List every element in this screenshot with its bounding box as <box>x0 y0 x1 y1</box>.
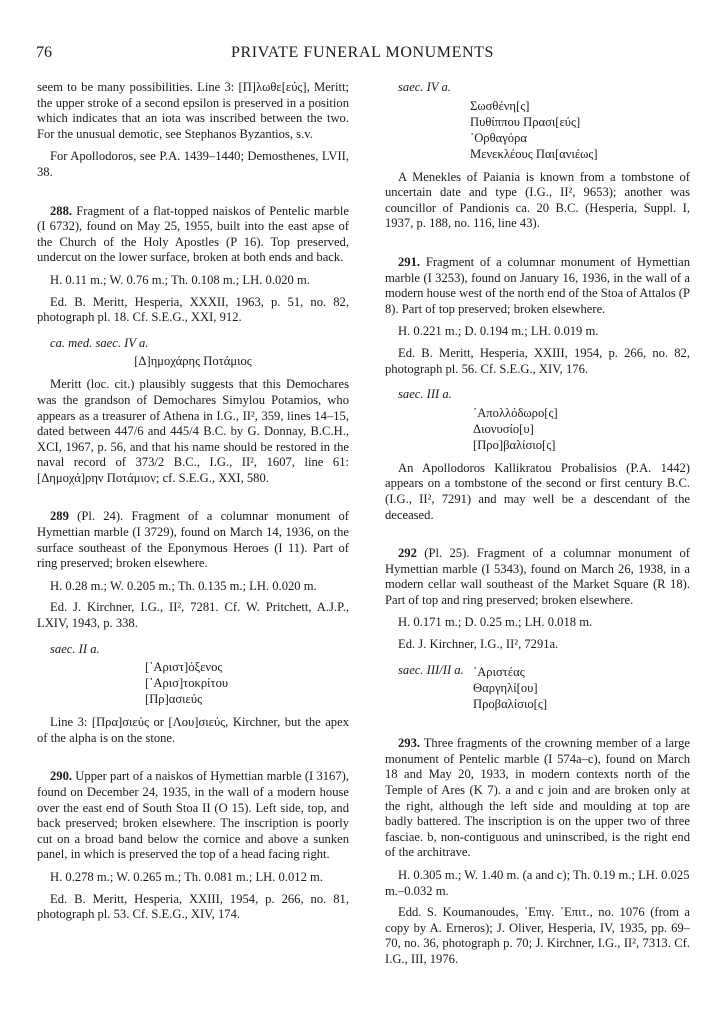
inscription-line: Μενεκλέους Παι[ανιέως] <box>470 146 598 161</box>
inscription-line: [᾿Αριστ]όξενος <box>145 660 223 675</box>
running-title: PRIVATE FUNERAL MONUMENTS <box>230 44 495 61</box>
continued-paragraph: For Apollodoros, see P.A. 1439–1440; Demosthenes, LVII, 38. <box>37 149 349 179</box>
entry-number: 292 <box>398 546 417 561</box>
entry-289 <box>37 509 349 571</box>
inscription-line: ᾿Ορθαγόρα <box>470 130 527 145</box>
entry-292 <box>385 546 690 608</box>
entry-description: Fragment of a flat-topped naiskos of Pentelic marble (I 6732), found on May 25, 1955, built into the east apse of the Church of the Holy Apostles (P 16). Top preserved, undercut on the lower surface, broken at both ends and back. <box>37 203 349 265</box>
continued-paragraph: seem to be many possibilities. Line 3: [Π]λωθε[εύς], Meritt; the upper stroke of a second epsilon is preserved in a position which indicates that an iota was inscribed between the two. For the unusual demotic, see Stephanos Byzantios, s.v. <box>37 80 349 141</box>
entry-number: 293. <box>398 736 421 751</box>
measurements: H. 0.11 m.; W. 0.76 m.; Th. 0.108 m.; LH. 0.020 m. <box>50 272 310 287</box>
edition: Ed. B. Meritt, Hesperia, XXXII, 1963, p. 51, no. 82, photograph pl. 18. Cf. S.E.G., XXI, 912. <box>37 294 349 325</box>
entry-description: Three fragments of the crowning member of a large monument of Pentelic marble (I 574a–c), found on March 18 and May 20, 1933, in modern contexts north of the Temple of Ares (K 7). a and c join and are broken only at the right, although the left side and moulding at top are badly battered. The inscription is on the upper two of three fasciae. b, non-contiguous and uninscribed, is the right end of the architrave. <box>385 736 690 860</box>
inscription-line: Θαργηλί[ου] <box>473 681 538 696</box>
measurements: H. 0.278 m.; W. 0.265 m.; Th. 0.081 m.; LH. 0.012 m. <box>50 869 323 884</box>
entry-description: (Pl. 25). Fragment of a columnar monument of Hymettian marble (I 5343), found on March 26, 1938, in a modern cellar wall southeast of the Market Square (R 18). Part of top and ring preserved; broken elsewhere. <box>385 546 690 607</box>
measurements: H. 0.221 m.; D. 0.194 m.; LH. 0.019 m. <box>398 324 599 339</box>
inscription-line: [Πρ]ασιεύς <box>145 692 203 707</box>
edition: Ed. B. Meritt, Hesperia, XXIII, 1954, p. 266, no. 81, photograph pl. 53. Cf. S.E.G., XIV, 174. <box>37 891 349 922</box>
inscription-line: [Δ]ημοχάρης Ποτάμιος <box>134 354 252 369</box>
edition: Ed. B. Meritt, Hesperia, XXIII, 1954, p. 266, no. 82, photograph pl. 56. Cf. S.E.G., XIV, 176. <box>385 345 690 376</box>
inscription <box>385 405 690 453</box>
date-line: saec. III/II a. <box>398 662 464 677</box>
edition: Edd. S. Koumanoudes, ᾿Επιγ. ᾿Επιτ., no. 1076 (from a copy by A. Erneros); J. Oliver, Hesperia, IV, 1935, pp. 69–70, no. 36, photograph p. 70; J. Kirchner, I.G., II², 7313. Cf. I.G., III, 1976. <box>385 905 690 966</box>
inscription <box>37 353 349 369</box>
inscription-line: ᾿Απολλόδωρο[ς] <box>473 405 558 420</box>
entry-description: Fragment of a columnar monument of Hymettian marble (I 3253), found on January 16, 1936, in the wall of a modern house west of the north end of the Stoa of Attalos (P 8). Part of top preserved; broken elsewhere. <box>385 254 690 316</box>
edition: Ed. J. Kirchner, I.G., II², 7291a. <box>398 637 559 652</box>
entry-number: 291. <box>398 254 421 269</box>
inscription-line: Προβαλίσιο[ς] <box>473 697 548 712</box>
entry-number: 289 <box>50 509 69 524</box>
entry-288 <box>37 204 349 266</box>
inscription <box>385 98 690 162</box>
inscription-line: Σωσθένη[ς] <box>470 98 530 113</box>
date-line: saec. III a. <box>398 387 452 402</box>
entry-number: 290. <box>50 769 73 784</box>
measurements: H. 0.28 m.; W. 0.205 m.; Th. 0.135 m.; LH. 0.020 m. <box>50 578 317 593</box>
commentary: Meritt (loc. cit.) plausibly suggests that this Demochares was the grandson of Demochares Simylou Potamios, who appears as a treasurer of Athena in I.G., II², 359, lines 14–15, dated between 447/6 and 445/4 B.C. by G. Donnay, B.C.H., XCI, 1967, p. 56, and that his name should be restored in the naval record of 373/2 B.C., I.G., II², 1607, line 61: [Δημοχά]ρην Ποτάμιον; cf. S.E.G., XXI, 580. <box>37 377 349 485</box>
entry-number: 288. <box>50 203 73 218</box>
date-line: ca. med. saec. IV a. <box>50 335 149 350</box>
entry-description: Upper part of a naiskos of Hymettian marble (I 3167), found on December 24, 1935, in the wall of a modern house over the east end of South Stoa II (O 15). Left side, top, and back preserved; broken elsewhere. The inscription is poorly cut on a broad band below the cornice and above a sunken panel, in which is preserved the top of a head facing right. <box>37 769 349 862</box>
inscription-line: Πυθίππου Πρασι[εύς] <box>470 114 581 129</box>
entry-description: (Pl. 24). Fragment of a columnar monument of Hymettian marble (I 3729), found on March 14, 1936, on the surface southeast of the Eponymous Heroes (I 11). Part of ring preserved; broken elsewhere. <box>37 509 349 571</box>
inscription-line: [Προ]βαλίσιο[ς] <box>473 437 556 452</box>
right-column <box>385 80 690 975</box>
measurements: H. 0.171 m.; D. 0.25 m.; LH. 0.018 m. <box>398 615 593 630</box>
entry-290 <box>37 769 349 863</box>
entry-293 <box>385 736 690 861</box>
inscription-line: [᾿Αρισ]τοκρίτου <box>145 676 229 691</box>
page-header <box>36 44 689 66</box>
commentary: An Apollodoros Kallikratou Probalisios (P.A. 1442) appears on a tombstone of the second or first century B.C. (I.G., II², 7291) and may well be a descendant of the deceased. <box>385 460 690 522</box>
edition: Ed. J. Kirchner, I.G., II², 7281. Cf. W. Pritchett, A.J.P., LXIV, 1943, p. 338. <box>37 600 349 631</box>
commentary: Line 3: [Πρα]σιεύς or [Λου]σιεύς, Kirchner, but the apex of the alpha is on the stone. <box>37 715 349 745</box>
left-column <box>37 80 349 930</box>
inscription <box>37 659 349 707</box>
page-number: 76 <box>36 44 52 61</box>
date-line: saec. II a. <box>50 641 100 656</box>
entry-291 <box>385 255 690 317</box>
commentary: A Menekles of Paiania is known from a tombstone of uncertain date and type (I.G., II², 9653); another was councillor of Pandionis ca. 20 B.C. (Hesperia, Suppl. I, 1937, p. 188, no. 116, line 43). <box>385 169 690 231</box>
inscription-line: ᾿Αριστέας <box>473 665 525 680</box>
measurements: H. 0.305 m.; W. 1.40 m. (a and c); Th. 0.19 m.; LH. 0.025 m.–0.032 m. <box>385 868 690 898</box>
date-line: saec. IV a. <box>398 80 451 94</box>
inscription-line: Διονυσίο[υ] <box>473 421 534 436</box>
